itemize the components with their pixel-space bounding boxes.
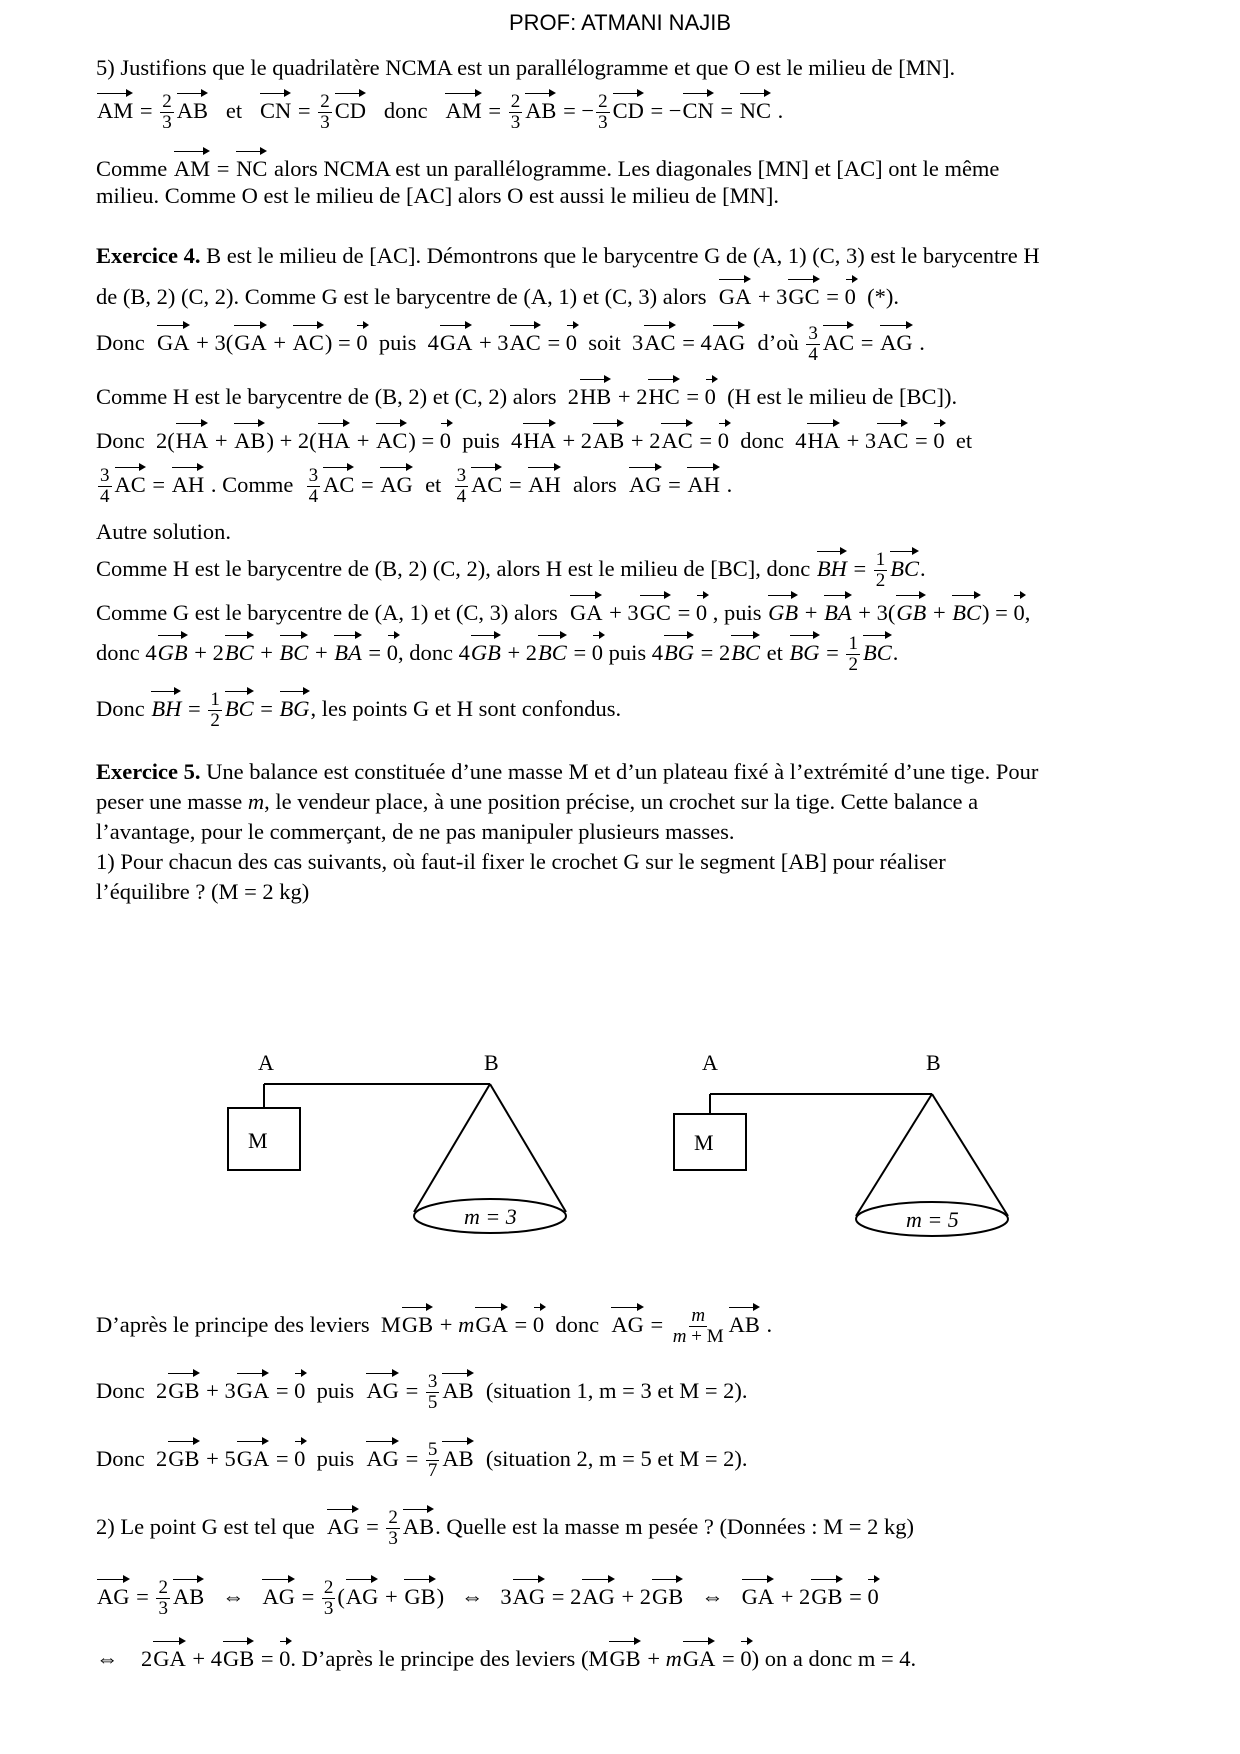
ex4-alt3: donc 4GB + 2BC + BC + BA = 0, donc 4GB + 2BC = 0 puis 4BG = 2BC et BG = $\frac{1}{2}$ BC. — [96, 633, 899, 676]
ex4-line1: Exercice 4. B est le milieu de [AC]. Démontrons que le barycentre G de (A, 1) (C, 3) est le barycentre H — [96, 243, 1040, 268]
ex5-sit1: Donc 2GB + 3GA = 0 puis AG = $\frac{3}{5}$ AB (situation 1, m = 3 et M = 2). — [96, 1371, 748, 1414]
ex5-line1: Exercice 5. Une balance est constituée d’une masse M et d’un plateau fixé à l’extrémité d’une tige. Pour — [96, 759, 1039, 784]
ex5-line2: peser une masse m, le vendeur place, à une position précise, un crochet sur la tige. Cette balance a — [96, 789, 979, 814]
ex5-line4: 1) Pour chacun des cas suivants, où faut-il fixer le crochet G sur le segment [AB] pour réaliser — [96, 849, 946, 874]
balance-right — [674, 1050, 1008, 1236]
ex4-alt1: Comme H est le barycentre de (B, 2) (C, 2), alors H est le milieu de [BC], donc BH = $\frac{1}{2}$ BC. — [96, 549, 926, 592]
cone-left-1 — [414, 1084, 490, 1212]
ex4-alt4: Donc BH = $\frac{1}{2}$ BC = BG, les points G et H sont confondus. — [96, 689, 622, 732]
label-a-left: A — [258, 1050, 274, 1075]
plate-label-right: m = 5 — [906, 1207, 959, 1232]
ex5-conclusion: ⇔ 2GA + 4GB = 0. D’après le principe des leviers (MGB + mGA = 0) on a donc m = 4. — [96, 1640, 1150, 1675]
ex5-sit2: Donc 2GB + 5GA = 0 puis AG = $\frac{5}{7}$ AB (situation 2, m = 5 et M = 2). — [96, 1439, 748, 1482]
label-b-left: B — [484, 1050, 499, 1075]
ex5-line3: l’avantage, pour le commerçant, de ne pas manipuler plusieurs masses. — [96, 819, 735, 844]
cone-left-2 — [490, 1084, 566, 1212]
ex4-line5: Donc 2(HA + AB) + 2(HA + AC) = 0 puis 4HA + 2AB + 2AC = 0 donc 4HA + 3AC = 0 et — [96, 422, 1150, 457]
ex4-line2: de (B, 2) (C, 2). Comme G est le barycentre de (A, 1) et (C, 3) alors GA + 3GC = 0 (*). — [96, 278, 1150, 313]
plate-label-left: m = 3 — [464, 1204, 517, 1229]
sec5-question: 5) Justifions que le quadrilatère NCMA est un parallélogramme et que O est le milieu de [MN]. — [96, 55, 956, 80]
sec5-equation: AM = $\frac{2}{3}$ AB et CN = $\frac{2}{3}$ CD donc AM = $\frac{2}{3}$ AB = − $\frac{2}{3}$ CD = −CN = NC . — [97, 91, 784, 134]
ex5-chain: AG = $\frac{2}{3}$ AB ⇔ AG = $\frac{2}{3}$ (AG + GB) ⇔ 3AG = 2AG + 2GB ⇔ GA + 2GB = 0 — [97, 1577, 879, 1620]
balance-left — [228, 1050, 566, 1233]
ex4-line4: Comme H est le barycentre de (B, 2) et (C, 2) alors 2HB + 2HC = 0 (H est le milieu de [BC]). — [96, 378, 1150, 413]
label-a-right: A — [702, 1050, 718, 1075]
cone-right-1 — [856, 1094, 932, 1216]
ex4-alt2: Comme G est le barycentre de (A, 1) et (C, 3) alors GA + 3GC = 0 , puis GB + BA + 3(GB + BC) = 0, — [96, 594, 1150, 629]
page-header: PROF: ATMANI NAJIB — [508, 10, 732, 35]
label-b-right: B — [926, 1050, 941, 1075]
ex4-autre: Autre solution. — [96, 519, 231, 544]
mass-label-left: M — [248, 1128, 268, 1153]
balance-diagram — [200, 1036, 1060, 1266]
cone-right-2 — [932, 1094, 1008, 1216]
mass-label-right: M — [694, 1130, 714, 1155]
ex5-line5: l’équilibre ? (M = 2 kg) — [96, 879, 310, 904]
ex4-line6: $\frac{3}{4}$ AC = AH . Comme $\frac{3}{4}$ AC = AG et $\frac{3}{4}$ AC = AH alors AG = AH . — [100, 465, 733, 508]
ex5-q2: 2) Le point G est tel que AG = $\frac{2}{3}$ AB. Quelle est la masse m pesée ? (Données : M = 2 kg) — [96, 1507, 914, 1550]
ex5-levier: D’après le principe des leviers MGB + mGA = 0 donc AG = $\frac{m}{m + M}$ AB . — [96, 1305, 773, 1348]
sec5-line2: Comme AM = NC alors NCMA est un parallélogramme. Les diagonales [MN] et [AC] ont le même — [96, 150, 1150, 185]
sec5-line3: milieu. Comme O est le milieu de [AC] alors O est aussi le milieu de [MN]. — [96, 183, 779, 208]
ex4-line3: Donc GA + 3(GA + AC) = 0 puis 4GA + 3AC = 0 soit 3AC = 4AG d’où $\frac{3}{4}$ AC = AG . — [96, 323, 925, 366]
